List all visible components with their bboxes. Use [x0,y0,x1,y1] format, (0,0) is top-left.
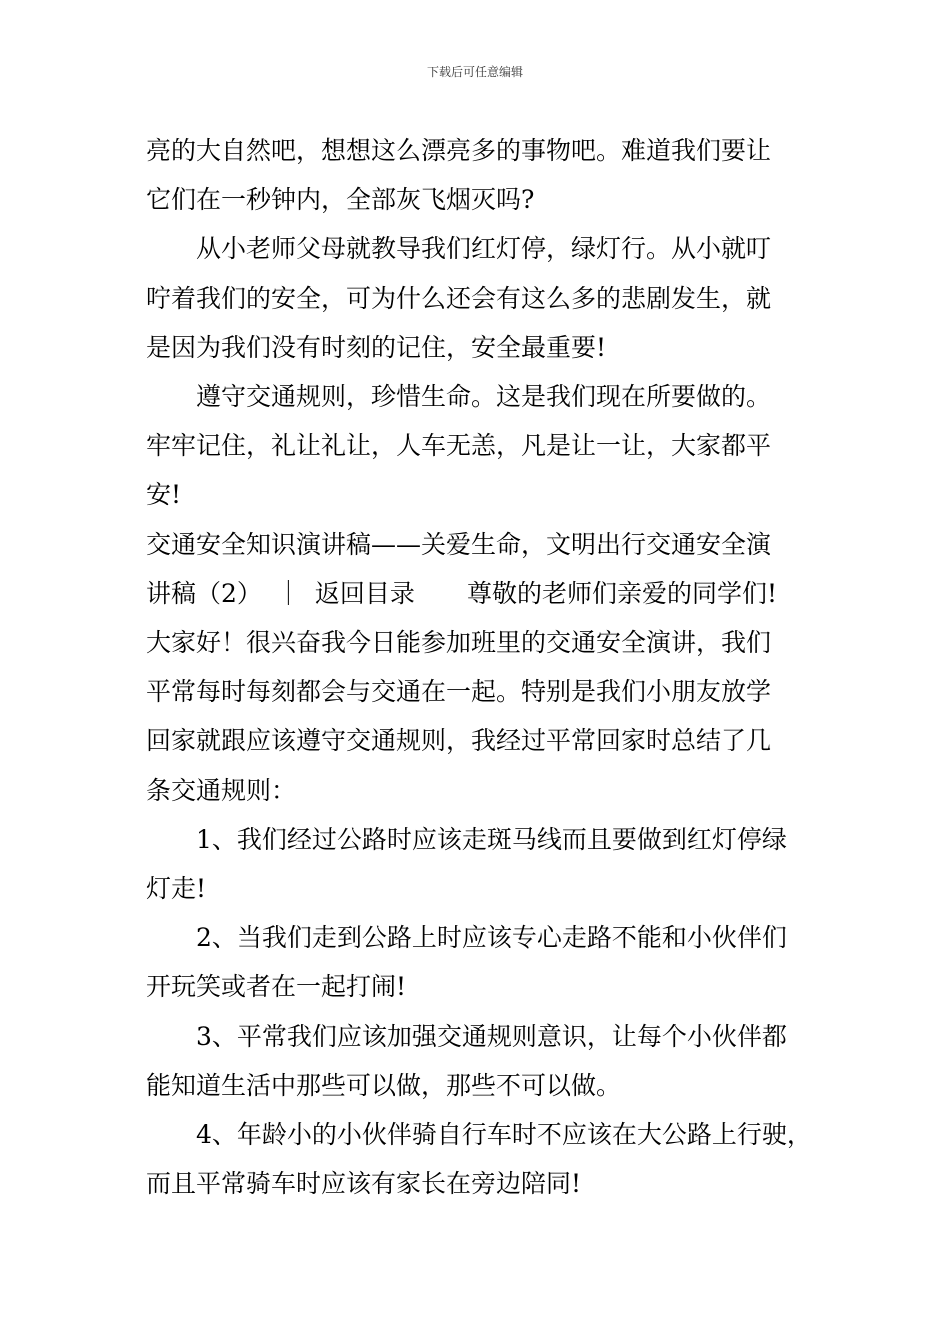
text-line: 回家就跟应该遵守交通规则，我经过平常回家时总结了几 [146,726,772,756]
paragraph [146,224,826,372]
text-line: 遵守交通规则，珍惜生命。这是我们现在所要做的。 [196,382,772,412]
rule-item [146,1110,826,1208]
text-line: 而且平常骑车时应该有家长在旁边陪同! [146,1169,582,1199]
rule-item [146,1012,826,1110]
greeting: 尊敬的老师们亲爱的同学们! [466,578,777,608]
page-header: 下载后可任意编辑 [426,65,523,79]
section-title-line: 交通安全知识演讲稿——关爱生命，文明出行交通安全演 [146,529,772,559]
section-title-line [146,569,826,618]
rule-item [146,815,826,913]
text-line: 大家好！很兴奋我今日能参加班里的交通安全演讲，我们 [146,628,772,658]
text-line: 能知道生活中那些可以做，那些不可以做。 [146,1070,622,1100]
text-line: 牢牢记住，礼让礼让，人车无恙，凡是让一让，大家都平 [146,431,772,461]
text-line: 1、我们经过公路时应该走斑马线而且要做到红灯停绿 [196,824,787,854]
text-line: 是因为我们没有时刻的记住，安全最重要! [146,332,607,362]
text-line: 咛着我们的安全，可为什么还会有这么多的悲剧发生，就 [146,283,772,313]
text-line: 安! [146,480,182,510]
paragraph [146,372,826,520]
title-separator: ｜ [275,578,301,608]
text-line: 条交通规则： [146,775,297,805]
back-to-toc-link[interactable]: 返回目录 [314,578,415,608]
text-line: 2、当我们走到公路上时应该专心走路不能和小伙伴们 [196,923,787,953]
text-line: 3、平常我们应该加强交通规则意识，让每个小伙伴都 [196,1021,787,1051]
rule-item [146,913,826,1011]
text-line: 4、年龄小的小伙伴骑自行车时不应该在大公路上行驶， [196,1120,812,1150]
text-line: 亮的大自然吧，想想这么漂亮多的事物吧。难道我们要让 [146,136,772,165]
text-line: 从小老师父母就教导我们红灯停，绿灯行。从小就叮 [196,234,772,264]
section-title-end: 讲稿（2） [146,578,262,608]
section-heading [146,520,826,618]
paragraph [146,618,826,815]
text-line: 灯走! [146,874,207,904]
paragraph [146,126,826,224]
text-line: 它们在一秒钟内，全部灰飞烟灭吗? [146,185,535,215]
document-body [146,126,826,1208]
text-line: 开玩笑或者在一起打闹! [146,972,407,1002]
text-line: 平常每时每刻都会与交通在一起。特别是我们小朋友放学 [146,677,772,707]
